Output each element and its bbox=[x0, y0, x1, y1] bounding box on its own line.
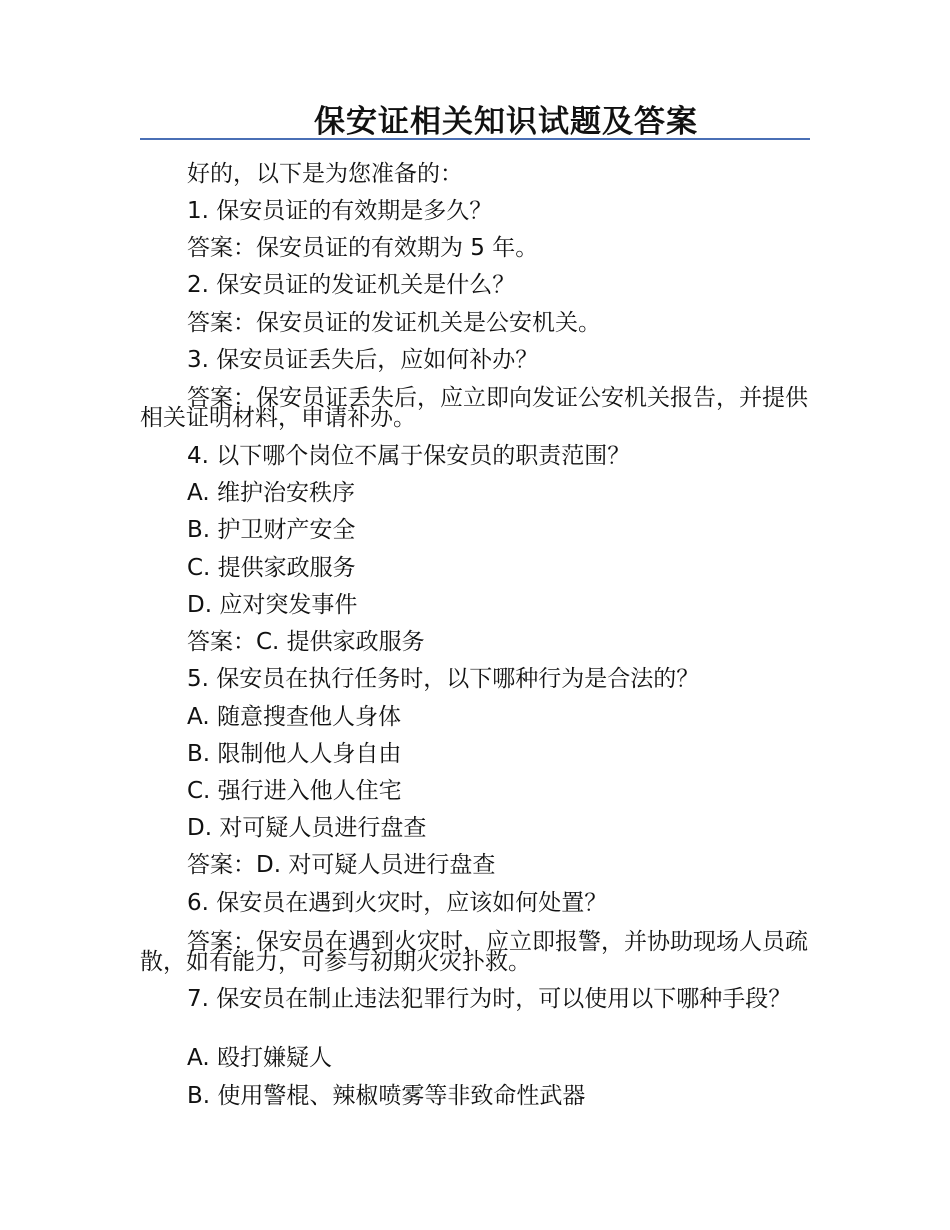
title-underline bbox=[140, 138, 810, 140]
document-title: 保安证相关知识试题及答案 bbox=[314, 104, 698, 140]
answer-5: 答案：D. 对可疑人员进行盘查 bbox=[187, 852, 496, 878]
answer-4: 答案：C. 提供家政服务 bbox=[187, 629, 425, 655]
question-5-option-a: A. 随意搜查他人身体 bbox=[187, 704, 401, 730]
question-1: 1. 保安员证的有效期是多久？ bbox=[187, 198, 493, 224]
question-4-option-d: D. 应对突发事件 bbox=[187, 592, 358, 618]
question-4: 4. 以下哪个岗位不属于保安员的职责范围？ bbox=[187, 443, 631, 469]
answer-6: 答案：保安员在遇到火灾时，应立即报警，并协助现场人员疏散，如有能力，可参与初期火灾扑救。 bbox=[140, 929, 808, 975]
question-7: 7. 保安员在制止违法犯罪行为时，可以使用以下哪种手段？ bbox=[187, 986, 792, 1012]
question-5-option-d: D. 对可疑人员进行盘查 bbox=[187, 815, 427, 841]
question-5-option-b: B. 限制他人人身自由 bbox=[187, 741, 402, 767]
intro-text: 好的，以下是为您准备的： bbox=[187, 161, 463, 187]
question-3: 3. 保安员证丢失后，应如何补办？ bbox=[187, 347, 539, 373]
question-5-option-c: C. 强行进入他人住宅 bbox=[187, 778, 402, 804]
question-4-option-b: B. 护卫财产安全 bbox=[187, 517, 356, 543]
answer-3: 答案：保安员证丢失后，应立即向发证公安机关报告，并提供相关证明材料，申请补办。 bbox=[140, 385, 808, 431]
question-4-option-c: C. 提供家政服务 bbox=[187, 555, 356, 581]
question-7-option-a: A. 殴打嫌疑人 bbox=[187, 1045, 332, 1071]
question-6: 6. 保安员在遇到火灾时，应该如何处置？ bbox=[187, 890, 608, 916]
question-7-option-b: B. 使用警棍、辣椒喷雾等非致命性武器 bbox=[187, 1083, 586, 1109]
answer-2: 答案：保安员证的发证机关是公安机关。 bbox=[187, 310, 601, 336]
question-4-option-a: A. 维护治安秩序 bbox=[187, 480, 355, 506]
question-5: 5. 保安员在执行任务时，以下哪种行为是合法的？ bbox=[187, 666, 700, 692]
question-2: 2. 保安员证的发证机关是什么？ bbox=[187, 272, 516, 298]
answer-1: 答案：保安员证的有效期为 5 年。 bbox=[187, 235, 539, 261]
